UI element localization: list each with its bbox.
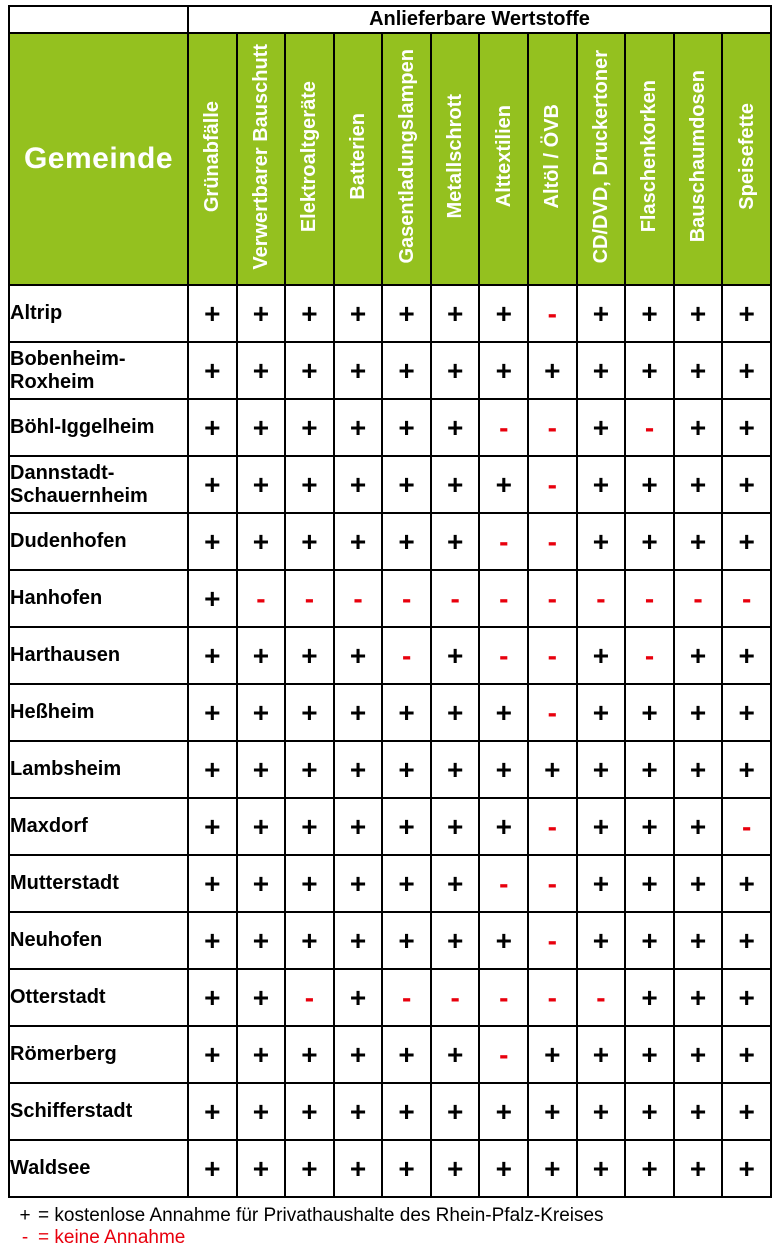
accepted-cell: + [722,684,771,741]
accepted-cell: + [577,1026,626,1083]
accepted-cell: + [577,1140,626,1197]
accepted-cell: + [334,684,383,741]
accepted-cell: + [674,1026,723,1083]
not-accepted-cell: - [528,570,577,627]
not-accepted-cell: - [674,570,723,627]
accepted-cell: + [722,399,771,456]
gemeinde-name: Römerberg [9,1026,188,1083]
not-accepted-cell: - [528,969,577,1026]
accepted-cell: + [188,627,237,684]
accepted-cell: + [188,399,237,456]
column-header [188,33,237,285]
not-accepted-cell: - [479,969,528,1026]
accepted-cell: + [237,456,286,513]
accepted-cell: + [479,798,528,855]
accepted-cell: + [382,1140,431,1197]
accepted-cell: + [188,798,237,855]
accepted-cell: + [625,855,674,912]
accepted-cell: + [285,627,334,684]
wertstoffe-table [8,5,772,1198]
column-header [674,33,723,285]
accepted-cell: + [722,1083,771,1140]
column-header-label: Grünabfälle [201,100,224,213]
accepted-cell: + [479,342,528,399]
table-row [9,855,771,912]
accepted-cell: + [479,1140,528,1197]
accepted-cell: + [237,969,286,1026]
accepted-cell: + [285,798,334,855]
accepted-cell: + [577,684,626,741]
legend-symbol: - [21,1227,29,1248]
accepted-cell: + [674,741,723,798]
table-row [9,570,771,627]
accepted-cell: + [625,684,674,741]
accepted-cell: + [625,456,674,513]
accepted-cell: + [722,1140,771,1197]
table-row [9,684,771,741]
table-body [9,285,771,1197]
not-accepted-cell: - [334,570,383,627]
accepted-cell: + [674,342,723,399]
accepted-cell: + [625,285,674,342]
accepted-cell: + [674,513,723,570]
not-accepted-cell: - [722,570,771,627]
accepted-cell: + [431,684,480,741]
accepted-cell: + [674,855,723,912]
accepted-cell: + [188,342,237,399]
legend-text: = keine Annahme [38,1227,186,1248]
accepted-cell: + [382,684,431,741]
column-header [528,33,577,285]
table-row [9,969,771,1026]
accepted-cell: + [382,1026,431,1083]
not-accepted-cell: - [431,969,480,1026]
accepted-cell: + [577,342,626,399]
accepted-cell: + [722,456,771,513]
header-row [9,33,771,285]
accepted-cell: + [237,798,286,855]
column-header-label: Batterien [347,113,370,200]
accepted-cell: + [625,741,674,798]
not-accepted-cell: - [625,570,674,627]
accepted-cell: + [722,741,771,798]
column-header [237,33,286,285]
accepted-cell: + [334,912,383,969]
accepted-cell: + [625,912,674,969]
gemeinde-name: Hanhofen [9,570,188,627]
column-header-label: Flaschenkorken [638,80,661,233]
accepted-cell: + [237,855,286,912]
accepted-cell: + [722,855,771,912]
accepted-cell: + [431,1026,480,1083]
accepted-cell: + [431,741,480,798]
accepted-cell: + [722,513,771,570]
table-row [9,1026,771,1083]
table-row [9,1083,771,1140]
accepted-cell: + [334,285,383,342]
accepted-cell: + [479,285,528,342]
column-header [285,33,334,285]
table-row [9,456,771,513]
accepted-cell: + [334,1140,383,1197]
not-accepted-cell: - [528,456,577,513]
accepted-cell: + [577,513,626,570]
legend-entry [12,1227,772,1249]
accepted-cell: + [188,456,237,513]
column-header [334,33,383,285]
table-row [9,912,771,969]
accepted-cell: + [577,912,626,969]
column-header-label: Metallschrott [444,94,467,219]
accepted-cell: + [382,798,431,855]
accepted-cell: + [188,855,237,912]
legend [8,1198,772,1249]
accepted-cell: + [188,513,237,570]
accepted-cell: + [577,627,626,684]
accepted-cell: + [188,741,237,798]
accepted-cell: + [528,342,577,399]
accepted-cell: + [431,1140,480,1197]
accepted-cell: + [528,1083,577,1140]
accepted-cell: + [431,513,480,570]
accepted-cell: + [577,456,626,513]
accepted-cell: + [479,741,528,798]
not-accepted-cell: - [528,912,577,969]
accepted-cell: + [479,912,528,969]
gemeinde-name: Altrip [9,285,188,342]
column-header [722,33,771,285]
accepted-cell: + [285,855,334,912]
column-header-label: CD/DVD, Druckertoner [589,49,612,264]
accepted-cell: + [188,1083,237,1140]
accepted-cell: + [431,798,480,855]
accepted-cell: + [382,1083,431,1140]
table-row [9,285,771,342]
accepted-cell: + [334,513,383,570]
accepted-cell: + [334,627,383,684]
column-header-label: Alttextilien [492,105,515,208]
accepted-cell: + [431,285,480,342]
accepted-cell: + [237,1140,286,1197]
not-accepted-cell: - [382,627,431,684]
not-accepted-cell: - [237,570,286,627]
column-header-label: Bauschaumdosen [687,70,710,243]
accepted-cell: + [577,798,626,855]
not-accepted-cell: - [722,798,771,855]
accepted-cell: + [577,741,626,798]
not-accepted-cell: - [285,969,334,1026]
column-header-label: Elektroaltgeräte [298,80,321,233]
accepted-cell: + [188,570,237,627]
accepted-cell: + [722,969,771,1026]
not-accepted-cell: - [625,627,674,684]
not-accepted-cell: - [528,513,577,570]
accepted-cell: + [188,684,237,741]
accepted-cell: + [382,855,431,912]
accepted-cell: + [285,1083,334,1140]
accepted-cell: + [431,342,480,399]
accepted-cell: + [528,1026,577,1083]
accepted-cell: + [285,285,334,342]
accepted-cell: + [577,1083,626,1140]
table-title: Anlieferbare Wertstoffe [188,6,771,33]
accepted-cell: + [625,1026,674,1083]
accepted-cell: + [334,1026,383,1083]
table-row [9,342,771,399]
accepted-cell: + [188,969,237,1026]
column-header [479,33,528,285]
accepted-cell: + [674,969,723,1026]
accepted-cell: + [237,912,286,969]
accepted-cell: + [431,912,480,969]
accepted-cell: + [528,741,577,798]
not-accepted-cell: - [382,570,431,627]
accepted-cell: + [479,456,528,513]
accepted-cell: + [431,456,480,513]
gemeinde-name: Schifferstadt [9,1083,188,1140]
not-accepted-cell: - [479,513,528,570]
accepted-cell: + [431,627,480,684]
accepted-cell: + [382,513,431,570]
accepted-cell: + [674,285,723,342]
accepted-cell: + [674,1083,723,1140]
accepted-cell: + [674,798,723,855]
accepted-cell: + [334,855,383,912]
accepted-cell: + [382,741,431,798]
accepted-cell: + [674,1140,723,1197]
accepted-cell: + [722,285,771,342]
column-header-label: Altöl / ÖVB [541,104,564,209]
not-accepted-cell: - [479,627,528,684]
not-accepted-cell: - [577,570,626,627]
gemeinde-name: Harthausen [9,627,188,684]
accepted-cell: + [285,342,334,399]
accepted-cell: + [334,1083,383,1140]
accepted-cell: + [431,1083,480,1140]
not-accepted-cell: - [577,969,626,1026]
gemeinde-name: Dudenhofen [9,513,188,570]
column-header-label: Speisefette [735,103,758,210]
accepted-cell: + [382,912,431,969]
accepted-cell: + [188,285,237,342]
accepted-cell: + [334,342,383,399]
accepted-cell: + [528,1140,577,1197]
gemeinde-name: Mutterstadt [9,855,188,912]
accepted-cell: + [285,684,334,741]
not-accepted-cell: - [479,855,528,912]
table-row [9,513,771,570]
not-accepted-cell: - [479,399,528,456]
accepted-cell: + [577,855,626,912]
gemeinde-name: Maxdorf [9,798,188,855]
accepted-cell: + [285,912,334,969]
gemeinde-column-header: Gemeinde [9,33,188,285]
gemeinde-name: Heßheim [9,684,188,741]
legend-entry [12,1205,772,1227]
table-row [9,399,771,456]
accepted-cell: + [479,684,528,741]
not-accepted-cell: - [528,684,577,741]
accepted-cell: + [625,342,674,399]
accepted-cell: + [674,399,723,456]
accepted-cell: + [722,912,771,969]
table-row [9,1140,771,1197]
column-header [577,33,626,285]
not-accepted-cell: - [528,855,577,912]
accepted-cell: + [431,399,480,456]
accepted-cell: + [722,627,771,684]
accepted-cell: + [285,399,334,456]
not-accepted-cell: - [528,627,577,684]
not-accepted-cell: - [528,798,577,855]
accepted-cell: + [334,741,383,798]
column-header [431,33,480,285]
gemeinde-name: Otterstadt [9,969,188,1026]
accepted-cell: + [237,741,286,798]
accepted-cell: + [237,399,286,456]
corner-empty [9,6,188,33]
accepted-cell: + [382,456,431,513]
accepted-cell: + [237,1083,286,1140]
accepted-cell: + [237,1026,286,1083]
not-accepted-cell: - [382,969,431,1026]
legend-symbol: + [19,1205,31,1226]
table-row [9,798,771,855]
accepted-cell: + [285,513,334,570]
column-header [382,33,431,285]
gemeinde-name: Dannstadt-Schauernheim [9,456,188,513]
table-row [9,627,771,684]
legend-text: = kostenlose Annahme für Privathaushalte des Rhein-Pfalz-Kreises [38,1205,604,1226]
not-accepted-cell: - [528,399,577,456]
not-accepted-cell: - [528,285,577,342]
accepted-cell: + [188,1026,237,1083]
accepted-cell: + [237,342,286,399]
accepted-cell: + [625,1083,674,1140]
accepted-cell: + [577,285,626,342]
column-header [625,33,674,285]
accepted-cell: + [674,627,723,684]
accepted-cell: + [382,285,431,342]
accepted-cell: + [334,969,383,1026]
accepted-cell: + [285,456,334,513]
accepted-cell: + [722,342,771,399]
accepted-cell: + [334,798,383,855]
accepted-cell: + [625,969,674,1026]
accepted-cell: + [577,399,626,456]
accepted-cell: + [285,1140,334,1197]
accepted-cell: + [188,912,237,969]
gemeinde-name: Waldsee [9,1140,188,1197]
accepted-cell: + [382,399,431,456]
accepted-cell: + [674,456,723,513]
not-accepted-cell: - [625,399,674,456]
accepted-cell: + [334,399,383,456]
gemeinde-name: Lambsheim [9,741,188,798]
accepted-cell: + [431,855,480,912]
accepted-cell: + [237,513,286,570]
accepted-cell: + [188,1140,237,1197]
accepted-cell: + [382,342,431,399]
accepted-cell: + [285,1026,334,1083]
accepted-cell: + [237,627,286,684]
accepted-cell: + [625,513,674,570]
accepted-cell: + [625,798,674,855]
accepted-cell: + [237,285,286,342]
column-header-label: Gasentladungslampen [395,49,418,264]
not-accepted-cell: - [431,570,480,627]
accepted-cell: + [674,912,723,969]
accepted-cell: + [237,684,286,741]
table-row [9,741,771,798]
accepted-cell: + [625,1140,674,1197]
gemeinde-name: Bobenheim-Roxheim [9,342,188,399]
accepted-cell: + [479,1083,528,1140]
accepted-cell: + [334,456,383,513]
accepted-cell: + [674,684,723,741]
gemeinde-name: Neuhofen [9,912,188,969]
not-accepted-cell: - [479,570,528,627]
accepted-cell: + [722,1026,771,1083]
gemeinde-name: Böhl-Iggelheim [9,399,188,456]
column-header-label: Verwertbarer Bauschutt [249,43,272,270]
not-accepted-cell: - [285,570,334,627]
not-accepted-cell: - [479,1026,528,1083]
band-row [9,6,771,33]
accepted-cell: + [285,741,334,798]
